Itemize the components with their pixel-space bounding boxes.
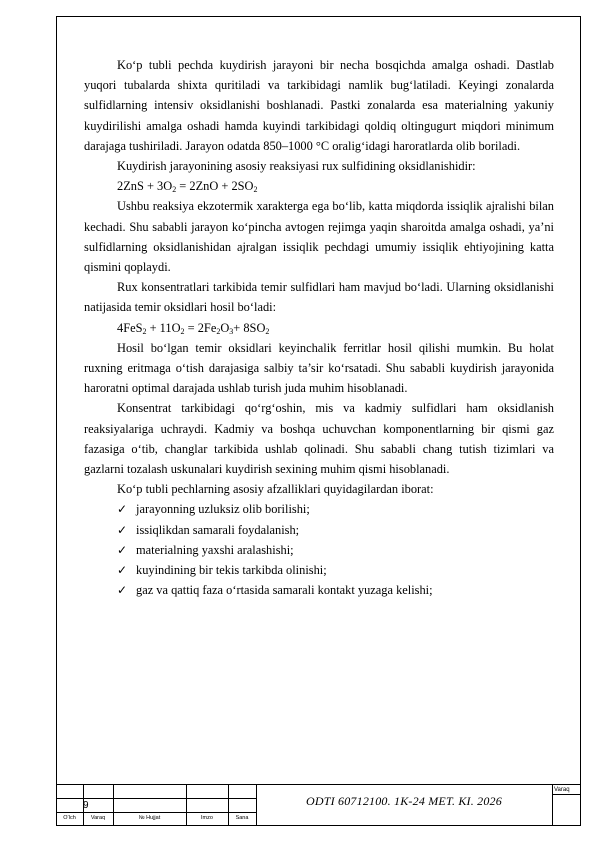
list-item: ✓ jarayonning uzluksiz olib borilishi; (84, 499, 554, 519)
checkmark-icon: ✓ (117, 563, 128, 578)
list-item: ✓ gaz va qattiq faza o‘rtasida samarali kontakt yuzaga kelishi; (84, 580, 554, 600)
sheet-label: Varaq (554, 787, 570, 793)
document-code: ODTI 60712100. 1K-24 MET. KI. 2026 (306, 794, 502, 808)
col-label-sana: Sana (235, 815, 249, 821)
document-body (84, 55, 554, 600)
advantages-list (84, 499, 554, 600)
col-label-imzo: Imzo (201, 815, 213, 821)
col-label-hujjat: № Hujjat (138, 815, 161, 821)
checkmark-icon: ✓ (117, 502, 128, 517)
paragraph-5: Hosil bo‘lgan temir oksidlari keyinchalik ferritlar hosil qilishi mumkin. Bu holat ruxning eritmaga o‘tish darajasiga salbiy ta’sir ko‘rsatadi. Shu sababli kuydirish jarayonida haroratni optimal darajada ushlab turish juda muhim hisoblanadi. (84, 340, 554, 396)
list-item: ✓ materialning yaxshi aralashishi; (84, 540, 554, 560)
paragraph-7: Ko‘p tubli pechlarning asosiy afzalliklari quyidagilardan iborat: (117, 482, 434, 497)
title-block (56, 784, 581, 826)
checkmark-icon: ✓ (117, 522, 128, 537)
list-item: ✓ kuyindining bir tekis tarkibda olinishi; (84, 560, 554, 580)
paragraph-3: Ushbu reaksiya ekzotermik xarakterga ega bo‘lib, katta miqdorda issiqlik ajralishi bilan kechadi. Shu sababli jarayon ko‘pincha avtogen rejimga yaqin sharoitda amalga oshadi, ya’ni sulfidlarning oksidlanishidan ajralgan issiqlik pechdagi umumiy issiqlik ehtiyojining katta qismini qoplaydi. (84, 199, 554, 275)
list-item: ✓ issiqlikdan samarali foydalanish; (84, 520, 554, 540)
paragraph-2: Kuydirish jarayonining asosiy reaksiyasi rux sulfidining oksidlanishidir: (117, 159, 476, 174)
checkmark-icon: ✓ (117, 542, 128, 557)
equation-zns: $2ZnS + 3O_2 = 2ZnO + 2SO_2$ (117, 179, 258, 195)
paragraph-1: Ko‘p tubli pechda kuydirish jarayoni bir necha bosqichda amalga oshadi. Dastlab yuqori tubalarda shixta quritiladi va tarkibidagi namlik bug‘latiladi. Keyingi zonalarda sulfidlarning intensiv oksidlanishi boshlanadi. Pastki zonalarda esa materialning yakuniy kuydirilishi amalga oshadi hamda kuyindi tarkibidagi qoldiq oltingugurt miqdori minimum darajaga tushiriladi. Jarayon odatda 850–1000 °C oralig‘idagi haroratlarda olib boriladi. (84, 58, 554, 153)
equation-fes2: $4FeS_2 + 11O_2 = 2Fe_2O_3+ 8SO_2$ (117, 320, 270, 336)
col-label-varaq: Varaq (90, 815, 106, 821)
checkmark-icon: ✓ (117, 583, 128, 598)
paragraph-4: Rux konsentratlari tarkibida temir sulfidlari ham mavjud bo‘ladi. Ularning oksidlanishi natijasida temir oksidlari hosil bo‘ladi: (84, 280, 554, 315)
col-label-olch: O‘lch (63, 815, 76, 821)
paragraph-6: Konsentrat tarkibidagi qo‘rg‘oshin, mis va kadmiy sulfidlari ham oksidlanish reaksiyalariga uchraydi. Kadmiy va boshqa uchuvchan komponentlarning bir qismi gaz fazasiga o‘tib, changlar tarkibida ushlab qolinadi. Shu sababli chang tutish tizimlari va gazlarni tozalash uskunalari kuydirish sexining muhim qismi hisoblanadi. (84, 401, 554, 477)
page-number: 9 (83, 800, 89, 811)
